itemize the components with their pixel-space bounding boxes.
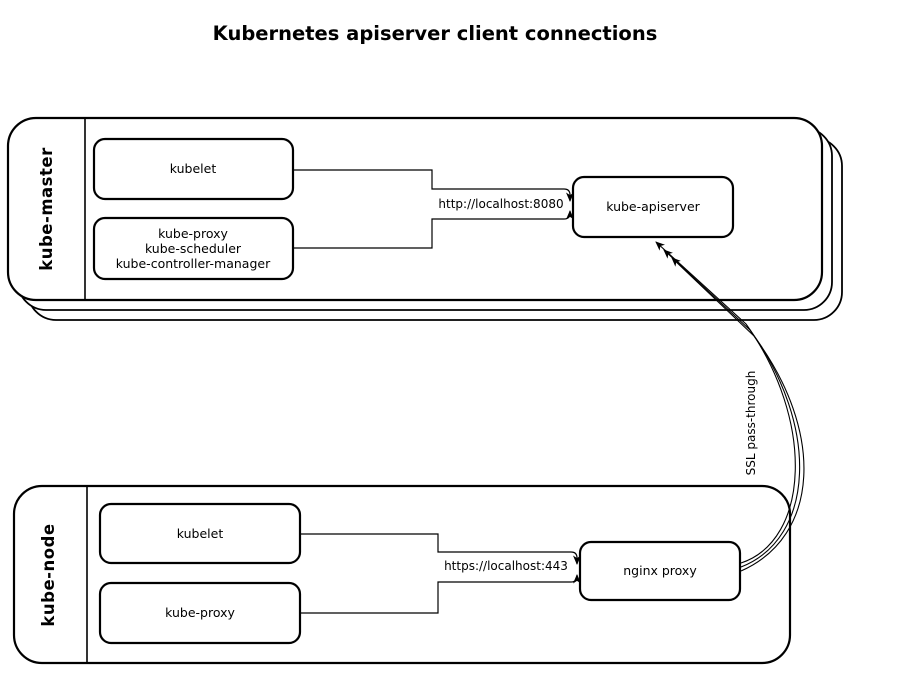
ssl-pass-through-label: SSL pass-through — [744, 370, 758, 476]
kube-node-group — [14, 486, 790, 663]
node-kube-proxy-label: kube-proxy — [165, 605, 235, 620]
kube-apiserver-label: kube-apiserver — [606, 199, 700, 214]
master-components-line-2: kube-scheduler — [144, 241, 242, 256]
diagram-title: Kubernetes apiserver client connections — [212, 22, 658, 45]
master-kubelet-label: kubelet — [169, 161, 217, 176]
master-components-line-3: kube-controller-manager — [115, 256, 271, 271]
nginx-proxy-label: nginx proxy — [623, 563, 697, 578]
master-connection-label: http://localhost:8080 — [438, 197, 564, 211]
node-kubelet-label: kubelet — [176, 526, 224, 541]
kube-master-group — [8, 118, 842, 320]
kube-master-label: kube-master — [37, 147, 56, 271]
node-connection-label: https://localhost:443 — [444, 559, 568, 573]
kube-node-label: kube-node — [39, 523, 58, 627]
master-components-line-1: kube-proxy — [158, 226, 228, 241]
